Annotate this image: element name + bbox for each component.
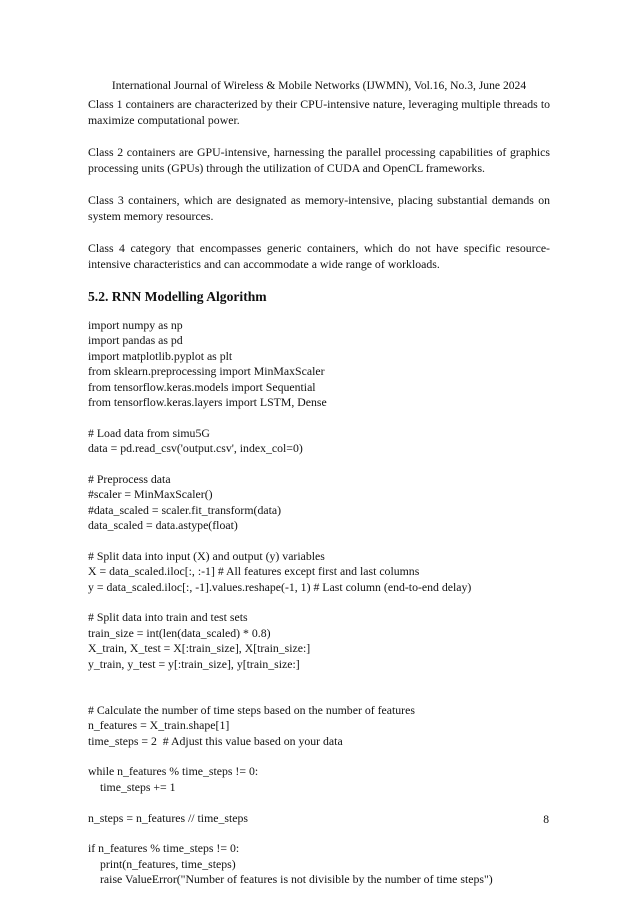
code-blank-line: [88, 749, 550, 764]
code-line: X_train, X_test = X[:train_size], X[train_size:]: [88, 641, 311, 656]
code-line: time_steps = 2 # Adjust this value based on your data: [88, 733, 343, 748]
page-number: 8: [543, 813, 549, 826]
code-line: import matplotlib.pyplot as plt: [88, 348, 233, 363]
code-line: n_features = X_train.shape[1]: [88, 718, 230, 733]
code-line: raise ValueError("Number of features is not divisible by the number of time steps"): [100, 872, 493, 887]
code-line: n_steps = n_features // time_steps: [88, 810, 248, 825]
code-line: from sklearn.preprocessing import MinMaxScaler: [88, 364, 325, 379]
code-blank-line: [88, 672, 550, 687]
code-blank-line: [88, 687, 550, 702]
code-line: # Load data from simu5G: [88, 425, 210, 440]
code-line: #data_scaled = scaler.fit_transform(data): [88, 502, 282, 517]
code-listing: [88, 318, 550, 887]
section-heading: 5.2. RNN Modelling Algorithm: [88, 289, 267, 304]
code-line: train_size = int(len(data_scaled) * 0.8): [88, 625, 271, 640]
code-line: #scaler = MinMaxScaler(): [88, 487, 213, 502]
code-line: import numpy as np: [88, 318, 183, 332]
code-line: # Calculate the number of time steps based on the number of features: [88, 702, 415, 717]
code-blank-line: [88, 595, 550, 610]
code-line: from tensorflow.keras.layers import LSTM, Dense: [88, 394, 327, 409]
code-line: data_scaled = data.astype(float): [88, 518, 238, 533]
paragraph-class-3: Class 3 containers, which are designated as memory-intensive, placing substantial demands on system memory resources.: [88, 193, 550, 223]
running-header: International Journal of Wireless & Mobile Networks (IJWMN), Vol.16, No.3, June 2024: [111, 79, 527, 92]
code-blank-line: [88, 533, 550, 548]
code-line: y_train, y_test = y[:train_size], y[train_size:]: [88, 656, 300, 671]
paragraph-class-1: Class 1 containers are characterized by their CPU-intensive nature, leveraging multiple threads to maximize computational power.: [88, 97, 550, 127]
code-line: # Preprocess data: [88, 471, 171, 486]
code-blank-line: [88, 410, 550, 425]
code-blank-line: [88, 795, 550, 810]
code-line: # Split data into train and test sets: [88, 610, 248, 625]
paragraph-class-4: Class 4 category that encompasses generic containers, which do not have specific resource-intensive characteristics and can accommodate a wide range of workloads.: [88, 241, 550, 271]
code-blank-line: [88, 457, 550, 472]
paragraph-class-2: Class 2 containers are GPU-intensive, harnessing the parallel processing capabilities of graphics processing units (GPUs) through the utilization of CUDA and OpenCL frameworks.: [88, 145, 550, 175]
code-line: if n_features % time_steps != 0:: [88, 841, 240, 856]
code-blank-line: [88, 826, 550, 841]
code-line: while n_features % time_steps != 0:: [88, 764, 259, 779]
code-line: y = data_scaled.iloc[:, -1].values.reshape(-1, 1) # Last column (end-to-end delay): [88, 579, 472, 594]
code-line: import pandas as pd: [88, 333, 183, 348]
code-line: # Split data into input (X) and output (y) variables: [88, 548, 325, 563]
code-line: time_steps += 1: [100, 779, 176, 794]
code-line: from tensorflow.keras.models import Sequential: [88, 379, 316, 394]
code-line: X = data_scaled.iloc[:, :-1] # All features except first and last columns: [88, 564, 420, 579]
code-line: data = pd.read_csv('output.csv', index_col=0): [88, 441, 303, 456]
page-body: [88, 96, 550, 887]
code-line: print(n_features, time_steps): [100, 856, 236, 871]
